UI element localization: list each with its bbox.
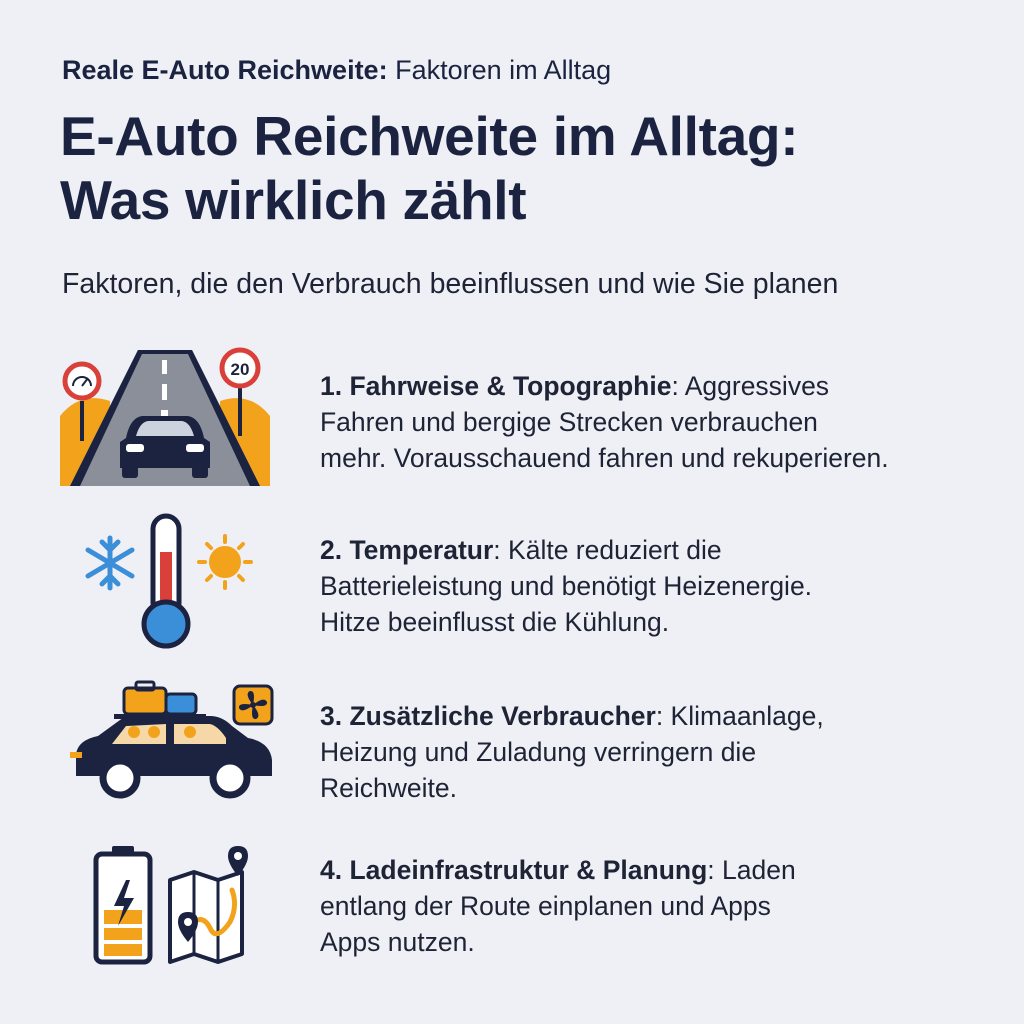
factor-heading-3: 3. Zusätzliche Verbraucher bbox=[320, 701, 656, 731]
factor-line-1-2: Fahren und bergige Strecken verbrauchen bbox=[320, 407, 818, 437]
factor-sep-4: : bbox=[707, 855, 715, 885]
factor-line-4-1: Laden bbox=[714, 855, 796, 885]
factor-line-4-2: entlang der Route einplanen und Apps bbox=[320, 891, 771, 921]
factor-line-2-3: Hitze beeinflusst die Kühlung. bbox=[320, 607, 670, 637]
factor-line-2-2: Batterieleistung und benötigt Heizenergie. bbox=[320, 571, 813, 601]
sun-icon bbox=[199, 536, 251, 588]
subtitle: Faktoren, die den Verbrauch beeinflussen und wie Sie planen bbox=[62, 268, 839, 300]
factor-sep-1: : bbox=[671, 371, 679, 401]
kicker-rest: Faktoren im Alltag bbox=[387, 55, 612, 85]
factor-line-4-3: Apps nutzen. bbox=[320, 927, 475, 957]
battery-map-icon bbox=[92, 842, 267, 977]
factor-heading-1: 1. Fahrweise & Topographie bbox=[320, 371, 672, 401]
title-line-2: Was wirklich zählt bbox=[60, 169, 527, 231]
factor-heading-2: 2. Temperatur bbox=[320, 535, 494, 565]
factor-line-3-2: Heizung und Zuladung verringern die bbox=[320, 737, 757, 767]
speed-sign-text: 20 bbox=[230, 360, 250, 379]
factor-line-1-3: mehr. Vorausschauend fahren und rekuperieren. bbox=[320, 443, 889, 473]
factor-text-4 bbox=[320, 852, 1000, 960]
factor-line-3-3: Reichweite. bbox=[320, 773, 457, 803]
factor-sep-3: : bbox=[655, 701, 664, 731]
factor-line-2-1: Kälte reduziert die bbox=[500, 535, 722, 565]
factor-line-1-1: Aggressives bbox=[678, 371, 830, 401]
title-line-1: E-Auto Reichweite im Alltag: bbox=[60, 105, 799, 167]
factor-text-3 bbox=[320, 698, 1000, 806]
factor-text-1 bbox=[320, 368, 1000, 476]
snowflake-icon bbox=[88, 538, 132, 588]
factor-heading-4: 4. Ladeinfrastruktur & Planung bbox=[320, 855, 708, 885]
battery-icon bbox=[96, 846, 150, 962]
factor-sep-2: : bbox=[493, 535, 501, 565]
kicker-bold: Reale E-Auto Reichweite: bbox=[62, 55, 388, 85]
road-car-icon bbox=[60, 346, 270, 491]
fan-icon bbox=[232, 684, 274, 731]
page-title bbox=[60, 104, 1000, 232]
factor-line-3-1: Klimaanlage, bbox=[663, 701, 824, 731]
thermometer-icon bbox=[60, 512, 260, 657]
factor-text-2 bbox=[320, 532, 1000, 640]
map-icon bbox=[170, 846, 248, 962]
kicker bbox=[62, 52, 611, 88]
